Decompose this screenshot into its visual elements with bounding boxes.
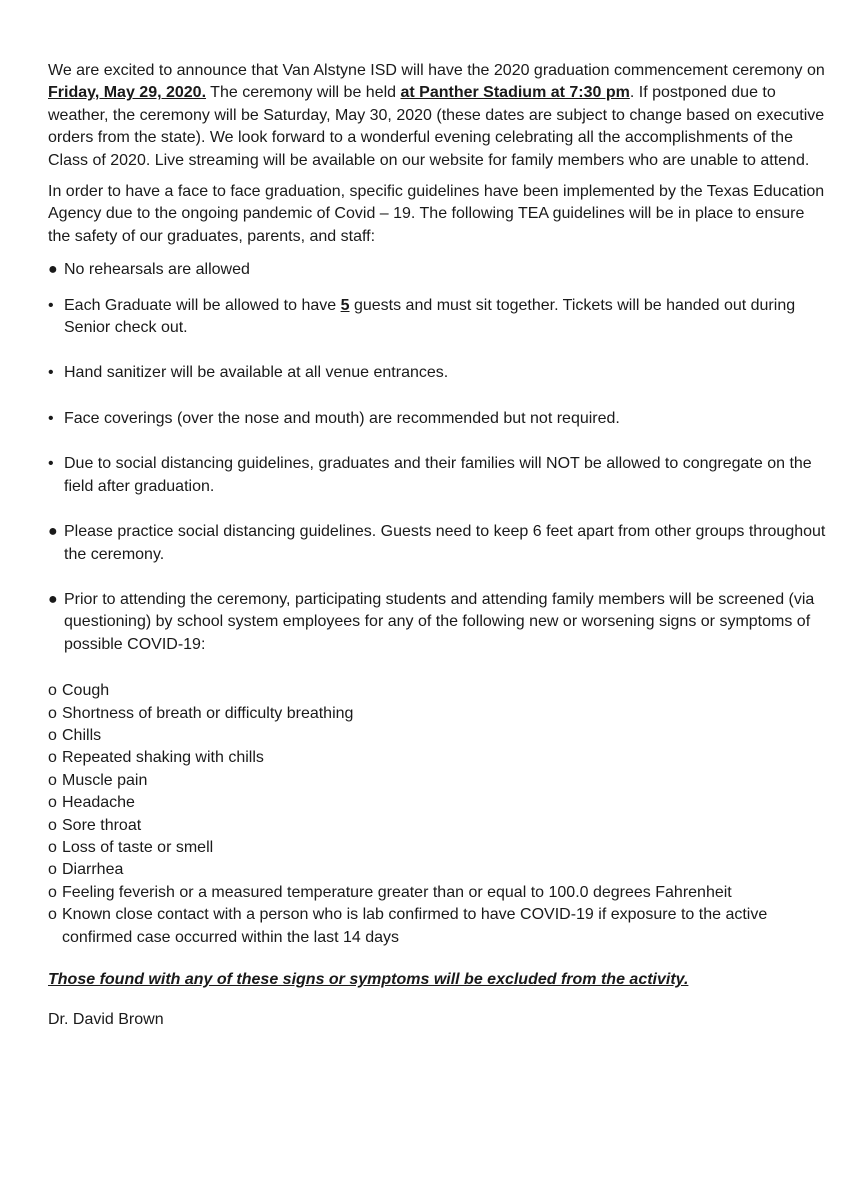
- intro-paragraph: [48, 60, 828, 172]
- bullet-mark: ●: [48, 523, 58, 541]
- bullet-mark: •: [48, 296, 54, 314]
- symptom-text: Sore throat: [62, 816, 142, 834]
- bullet-mark: ●: [48, 261, 58, 279]
- guideline-no-rehearsals: [48, 259, 828, 281]
- guideline-text: No rehearsals are allowed: [64, 261, 250, 279]
- symptom-list-item: [48, 770, 828, 792]
- guideline-hand-sanitizer: [48, 362, 828, 384]
- intro-text-b: The ceremony will be held: [206, 84, 401, 102]
- list-mark: o: [48, 861, 57, 879]
- list-mark: o: [48, 883, 57, 901]
- list-mark: o: [48, 816, 57, 834]
- list-mark: o: [48, 682, 57, 700]
- list-mark: o: [48, 794, 57, 812]
- bullet-mark: •: [48, 455, 54, 473]
- symptom-list-item: [48, 882, 828, 904]
- symptom-list-item: [48, 859, 828, 881]
- list-mark: o: [48, 906, 57, 924]
- symptom-text: Loss of taste or smell: [62, 838, 214, 856]
- exclusion-notice: Those found with any of these signs or symptoms will be excluded from the activity.: [48, 971, 689, 988]
- guideline-text: Due to social distancing guidelines, graduates and their families will NOT be allowed to congregate on the field after graduation.: [64, 455, 812, 495]
- list-mark: o: [48, 726, 57, 744]
- list-mark: o: [48, 771, 57, 789]
- guideline-text: Please practice social distancing guidelines. Guests need to keep 6 feet apart from other groups throughout the ceremony.: [64, 523, 826, 563]
- guideline-text: Face coverings (over the nose and mouth) are recommended but not required.: [64, 409, 620, 427]
- symptom-list-item: [48, 725, 828, 747]
- symptom-list-item: [48, 680, 828, 702]
- symptom-list-item: [48, 792, 828, 814]
- list-mark: o: [48, 838, 57, 856]
- guideline-face-coverings: [48, 408, 828, 430]
- guideline-social-distancing: [48, 521, 828, 566]
- guideline-text: Hand sanitizer will be available at all venue entrances.: [64, 364, 449, 382]
- guideline-text-a: Each Graduate will be allowed to have: [64, 296, 341, 314]
- symptom-text: Known close contact with a person who is lab confirmed to have COVID-19 if exposure to the active confirmed case occurred within the last 14 days: [62, 906, 768, 946]
- guideline-screening: [48, 589, 828, 656]
- symptom-list-item: [48, 904, 828, 949]
- ceremony-location: at Panther Stadium at 7:30 pm: [400, 84, 630, 102]
- intro-text-c: . If postponed due to weather, the ceremony will be Saturday, May 30, 2020 (these dates are subject to change based on executive orders from the state). We look forward to a wonderful evening celebrating all the accomplishments of the Class of 2020. Live streaming will be available on our website for family members who are unable to attend.: [48, 84, 825, 169]
- symptom-list-item: [48, 703, 828, 725]
- symptom-text: Headache: [62, 794, 135, 812]
- bullet-mark: •: [48, 364, 54, 382]
- bullet-mark: •: [48, 409, 54, 427]
- list-mark: o: [48, 749, 57, 767]
- guideline-text-b: guests and must sit together. Tickets will be handed out during Senior check out.: [64, 296, 796, 337]
- symptom-text: Muscle pain: [62, 771, 148, 789]
- symptom-text: Shortness of breath or difficulty breathing: [62, 704, 354, 722]
- signature: Dr. David Brown: [48, 1011, 164, 1029]
- guideline-text: Prior to attending the ceremony, participating students and attending family members will be screened (via questioning) by school system employees for any of the following new or worsening signs or symptoms of possible COVID-19:: [64, 590, 815, 653]
- symptom-list-item: [48, 815, 828, 837]
- intro-text-a: We are excited to announce that Van Alstyne ISD will have the 2020 graduation commencement ceremony on: [48, 62, 825, 79]
- symptom-list-item: [48, 837, 828, 859]
- list-mark: o: [48, 704, 57, 722]
- bullet-mark: ●: [48, 590, 58, 608]
- guideline-no-congregating: [48, 453, 828, 498]
- symptom-list: [48, 680, 828, 949]
- ceremony-date: Friday, May 29, 2020.: [48, 84, 207, 102]
- symptom-text: Feeling feverish or a measured temperature greater than or equal to 100.0 degrees Fahrenheit: [62, 883, 732, 901]
- guest-count: 5: [340, 296, 350, 314]
- symptom-list-item: [48, 747, 828, 769]
- guidelines-intro-paragraph: In order to have a face to face graduation, specific guidelines have been implemented by the Texas Education Agency due to the ongoing pandemic of Covid – 19. The following TEA guidelines will be in place to ensure the safety of our graduates, parents, and staff:: [48, 183, 825, 245]
- symptom-text: Diarrhea: [62, 861, 124, 879]
- symptom-text: Chills: [62, 726, 102, 744]
- document-page: [48, 60, 828, 1032]
- symptom-text: Repeated shaking with chills: [62, 749, 264, 767]
- symptom-text: Cough: [62, 682, 110, 700]
- guideline-guests: [48, 295, 828, 340]
